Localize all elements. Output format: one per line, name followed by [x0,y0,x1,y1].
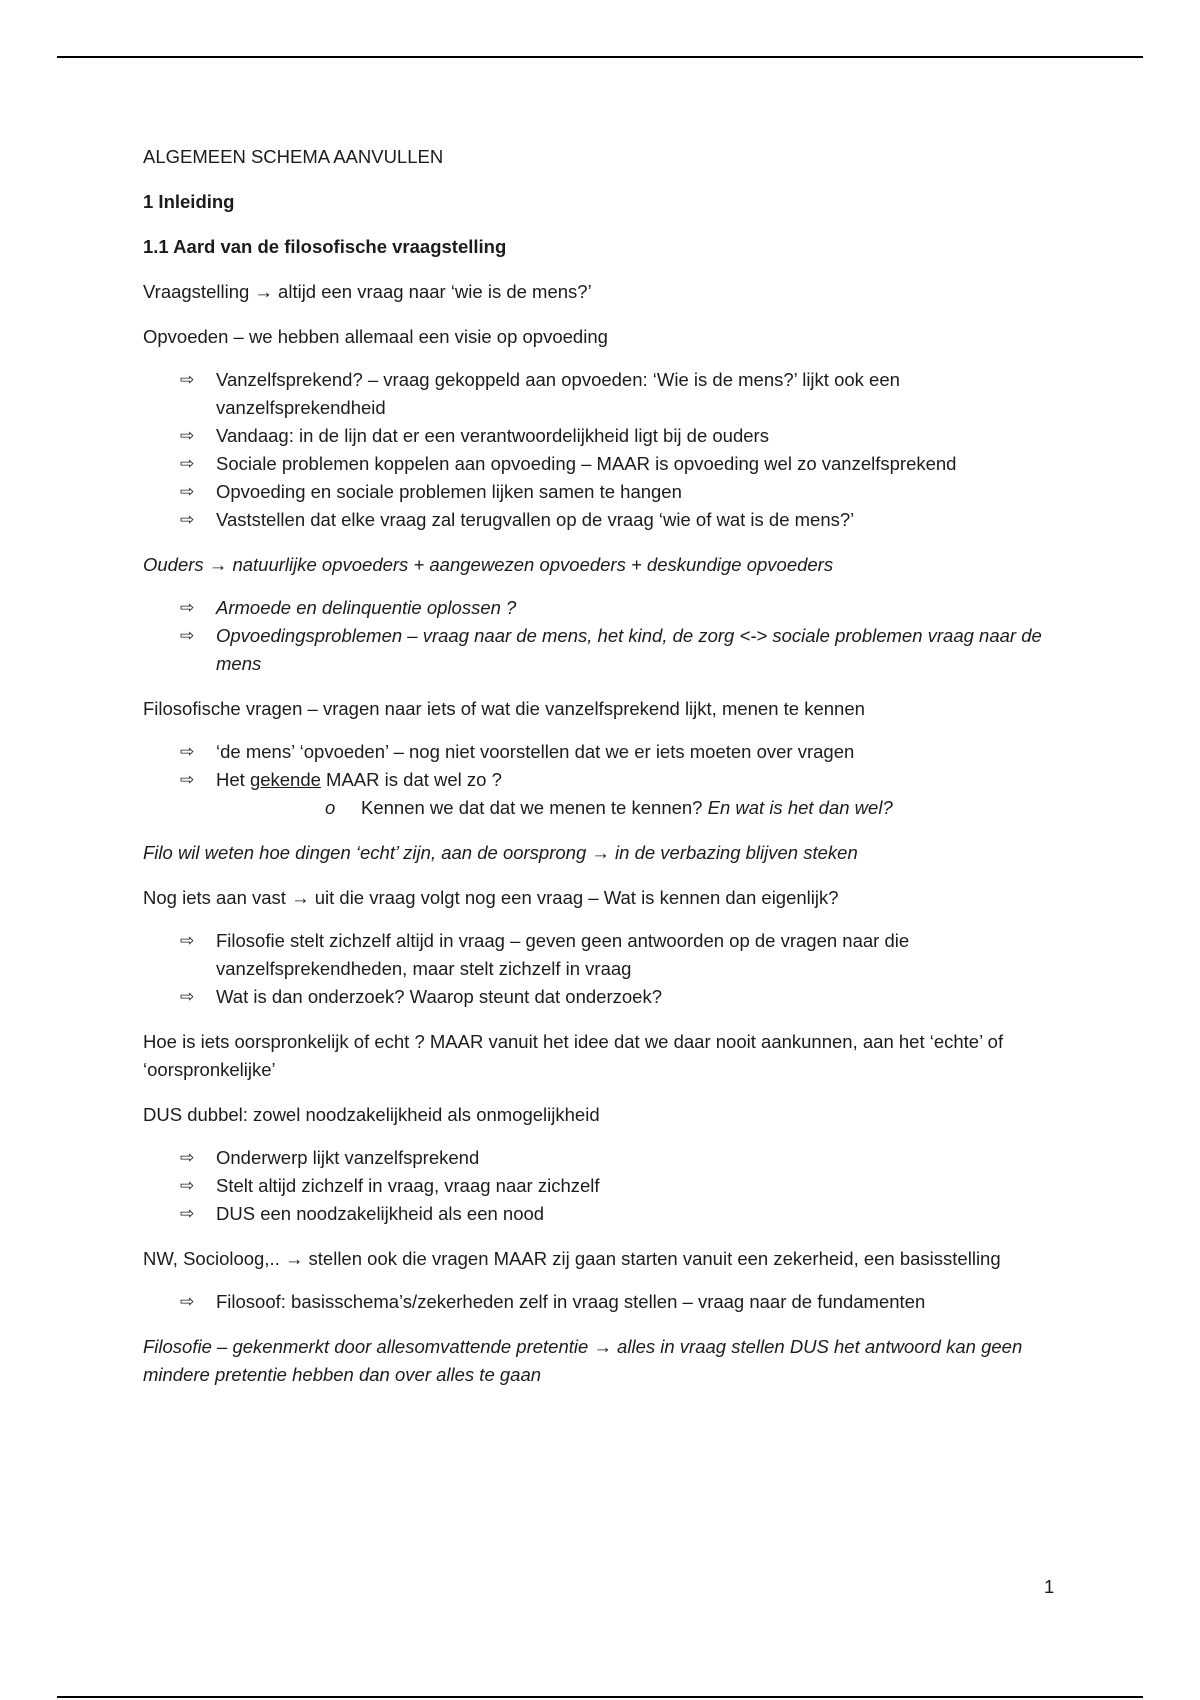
list-nog [143,927,1063,1011]
arrow-bullet-icon: ⇨ [180,742,195,761]
paragraph-vraagstelling: Vraagstelling → altijd een vraag naar ‘wie is de mens?’ [143,281,592,302]
paragraph-filosofie: Filosofie – gekenmerkt door allesomvattende pretentie → alles in vraag stellen DUS het antwoord kan geen mindere pretentie hebben dan over alles te gaan [143,1336,1023,1385]
paragraph-filo: Filo wil weten hoe dingen ‘echt’ zijn, aan de oorsprong → in de verbazing blijven steken [143,842,858,863]
paragraph-dus: DUS dubbel: zowel noodzakelijkheid als onmogelijkheid [143,1104,600,1125]
arrow-bullet-icon: ⇨ [180,770,195,789]
paragraph-nw: NW, Socioloog,.. → stellen ook die vragen MAAR zij gaan starten vanuit een zekerheid, een basisstelling [143,1248,1001,1269]
paragraph-ouders: Ouders → natuurlijke opvoeders + aangewezen opvoeders + deskundige opvoeders [143,554,834,575]
list-item: ⇨ Sociale problemen koppelen aan opvoeding – MAAR is opvoeding wel zo vanzelfsprekend [143,450,1063,478]
list-item: ⇨ DUS een noodzakelijkheid als een nood [143,1200,1063,1228]
list-opvoeden [143,366,1063,534]
arrow-bullet-icon: ⇨ [180,598,195,617]
document-body [143,143,1063,1406]
list-item: ⇨ Opvoedingsproblemen – vraag naar de mens, het kind, de zorg <-> sociale problemen vraag naar de mens [143,622,1063,678]
sub-list-item: o Kennen we dat dat we menen te kennen? En wat is het dan wel? [216,794,1063,822]
section-title-1: 1 Inleiding [143,191,235,212]
footer-rule [57,1696,1143,1698]
arrow-bullet-icon: ⇨ [180,1148,195,1167]
arrow-bullet-icon: ⇨ [180,1204,195,1223]
paragraph-opvoeden: Opvoeden – we hebben allemaal een visie op opvoeding [143,326,608,347]
arrow-bullet-icon: ⇨ [180,426,195,445]
list-item: ⇨ Wat is dan onderzoek? Waarop steunt dat onderzoek? [143,983,1063,1011]
section-title-1-1: 1.1 Aard van de filosofische vraagstelling [143,236,507,257]
arrow-bullet-icon: ⇨ [180,454,195,473]
paragraph-nog-iets: Nog iets aan vast → uit die vraag volgt nog een vraag – Wat is kennen dan eigenlijk? [143,887,839,908]
arrow-bullet-icon: ⇨ [180,1292,195,1311]
list-item: ⇨ Armoede en delinquentie oplossen ? [143,594,1063,622]
arrow-bullet-icon: ⇨ [180,370,195,389]
arrow-bullet-icon: ⇨ [180,510,195,529]
list-filosofische [143,738,1063,822]
arrow-bullet-icon: ⇨ [180,1176,195,1195]
list-nw [143,1288,1063,1316]
paragraph-hoe: Hoe is iets oorspronkelijk of echt ? MAAR vanuit het idee dat we daar nooit aankunnen, aan het ‘echte’ of ‘oorspronkelijke’ [143,1031,1004,1080]
list-item: ⇨ Onderwerp lijkt vanzelfsprekend [143,1144,1063,1172]
document-heading: ALGEMEEN SCHEMA AANVULLEN [143,146,444,167]
header-rule [57,56,1143,58]
arrow-bullet-icon: ⇨ [180,987,195,1006]
list-ouders [143,594,1063,678]
underlined-word: gekende [249,769,321,790]
page-number: 1 [1044,1576,1055,1597]
list-item: ⇨ Vanzelfsprekend? – vraag gekoppeld aan opvoeden: ‘Wie is de mens?’ lijkt ook een vanzelfsprekendheid [143,366,1063,422]
list-item: ⇨ Filosoof: basisschema’s/zekerheden zelf in vraag stellen – vraag naar de fundamenten [143,1288,1063,1316]
list-item: ⇨ Filosofie stelt zichzelf altijd in vraag – geven geen antwoorden op de vragen naar die vanzelfsprekendheden, maar stelt zichzelf in vraag [143,927,1063,983]
list-item: ⇨ Stelt altijd zichzelf in vraag, vraag naar zichzelf [143,1172,1063,1200]
sub-list [216,794,1063,822]
list-item: ⇨ Opvoeding en sociale problemen lijken samen te hangen [143,478,1063,506]
list-dus [143,1144,1063,1228]
arrow-bullet-icon: ⇨ [180,626,195,645]
list-item: ⇨ Vandaag: in de lijn dat er een verantwoordelijkheid ligt bij de ouders [143,422,1063,450]
arrow-bullet-icon: ⇨ [180,482,195,501]
list-item: ⇨ Het gekende MAAR is dat wel zo ? o Kennen we dat dat we menen te kennen? En wat is het dan wel? [143,766,1063,822]
arrow-bullet-icon: ⇨ [180,931,195,950]
circle-bullet-icon: o [325,797,336,818]
list-item: ⇨ ‘de mens’ ‘opvoeden’ – nog niet voorstellen dat we er iets moeten over vragen [143,738,1063,766]
list-item: ⇨ Vaststellen dat elke vraag zal terugvallen op de vraag ‘wie of wat is de mens?’ [143,506,1063,534]
paragraph-filosofische-vragen: Filosofische vragen – vragen naar iets of wat die vanzelfsprekend lijkt, menen te kennen [143,698,865,719]
